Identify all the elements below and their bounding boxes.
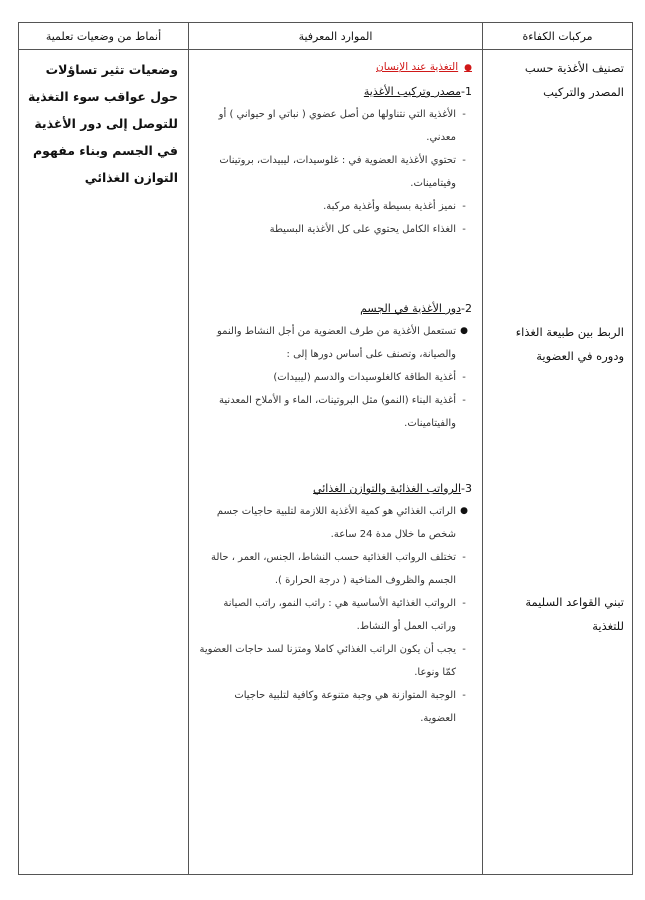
list-item	[197, 684, 472, 730]
competency-cell	[483, 50, 633, 875]
section-title: الرواتب الغذائية والتوازن الغذائي	[313, 482, 462, 495]
list-item	[197, 195, 472, 218]
section-2-heading	[197, 297, 472, 320]
dash-icon: -	[462, 552, 466, 563]
competency-table	[18, 22, 633, 875]
list-item-text: أغذية البناء (النمو) مثل البروتينات، الماء و الأملاح المعدنية والفيتامينات.	[219, 395, 456, 429]
topic-heading	[197, 56, 472, 80]
bullet-icon: ●	[460, 326, 468, 336]
list-item-text: الوجبة المتوازنة هي وجبة متنوعة وكافية لتلبية حاجيات العضوية.	[234, 690, 456, 724]
section-1-heading	[197, 80, 472, 103]
dash-icon: -	[462, 690, 466, 701]
section-number: 3-	[461, 482, 472, 495]
list-item	[197, 638, 472, 684]
list-item-text: تختلف الرواتب الغذائية حسب النشاط، الجنس، العمر ، حالة الجسم والظروف المناخية ( درجة الحرارة ).	[210, 552, 456, 586]
table-header-row	[19, 23, 633, 50]
list-item-text: أغذية الطاقة كالغلوسيدات والدسم (ليبيدات)	[273, 372, 456, 383]
section-3-heading	[197, 477, 472, 500]
list-item-text: الرواتب الغذائية الأساسية هي : راتب النمو، راتب الصيانة وراتب العمل أو النشاط.	[223, 598, 456, 632]
list-item-text: تحتوي الأغذية العضوية في : غلوسيدات، ليبيدات، بروتينات وفيتامينات.	[219, 155, 456, 189]
list-item-text: الأغذية التي نتناولها من أصل عضوي ( نباتي او حيواني ) أو معدني.	[218, 109, 456, 143]
dash-icon: -	[462, 109, 466, 120]
list-item	[197, 592, 472, 638]
table-body-row	[19, 50, 633, 875]
header-patterns: أنماط من وضعيات تعلمية	[19, 23, 189, 50]
dash-icon: -	[462, 644, 466, 655]
pattern-text: وضعيات تثير تساؤلات حول عواقب سوء التغذية للتوصل إلى دور الأغذية في الجسم وبناء مفهوم التوازن الغذائي	[28, 62, 178, 185]
list-item-text: الراتب الغذائي هو كمية الأغذية اللازمة لتلبية حاجيات جسم شخص ما خلال مدة 24 ساعة.	[216, 506, 456, 540]
dash-icon: -	[462, 372, 466, 383]
competency-1: تصنيف الأغذية حسب المصدر والتركيب	[524, 61, 624, 99]
list-item	[197, 103, 472, 149]
dash-icon: -	[462, 155, 466, 166]
patterns-cell	[19, 50, 189, 875]
competency-2: الربط بين طبيعة الغذاء ودوره في العضوية	[515, 325, 624, 363]
dash-icon: -	[462, 224, 466, 235]
section-title: مصدر وتركيب الأغذية	[363, 85, 462, 98]
section-number: 1-	[461, 85, 472, 98]
list-item-text: تستعمل الأغذية من طرف العضوية من أجل النشاط والنمو والصيانة، وتصنف على أساس دورها إلى :	[216, 326, 456, 360]
list-item-text: الغذاء الكامل يحتوي على كل الأغذية البسيطة	[269, 224, 456, 235]
resources-cell	[189, 50, 483, 875]
list-item	[197, 500, 472, 546]
topic-title: التغذية عند الإنسان	[376, 61, 459, 73]
list-item-text: يجب أن يكون الراتب الغذائي كاملا ومتزنا لسد حاجات العضوية كمّا ونوعا.	[199, 644, 456, 678]
dash-icon: -	[462, 395, 466, 406]
dash-icon: -	[462, 201, 466, 212]
competency-3: تبني القواعد السليمة للتغذية	[525, 595, 624, 633]
document-page	[18, 22, 632, 876]
bullet-icon: ●	[464, 63, 472, 73]
list-item	[197, 218, 472, 241]
header-resources: الموارد المعرفية	[189, 23, 483, 50]
list-item	[197, 149, 472, 195]
header-competency: مركبات الكفاءة	[483, 23, 633, 50]
bullet-icon: ●	[460, 506, 468, 516]
dash-icon: -	[462, 598, 466, 609]
list-item	[197, 366, 472, 389]
section-title: دور الأغذية في الجسم	[360, 302, 462, 315]
list-item	[197, 389, 472, 435]
list-item	[197, 320, 472, 366]
list-item-text: نميز أغذية بسيطة وأغذية مركبة.	[323, 201, 456, 212]
section-number: 2-	[461, 302, 472, 315]
list-item	[197, 546, 472, 592]
